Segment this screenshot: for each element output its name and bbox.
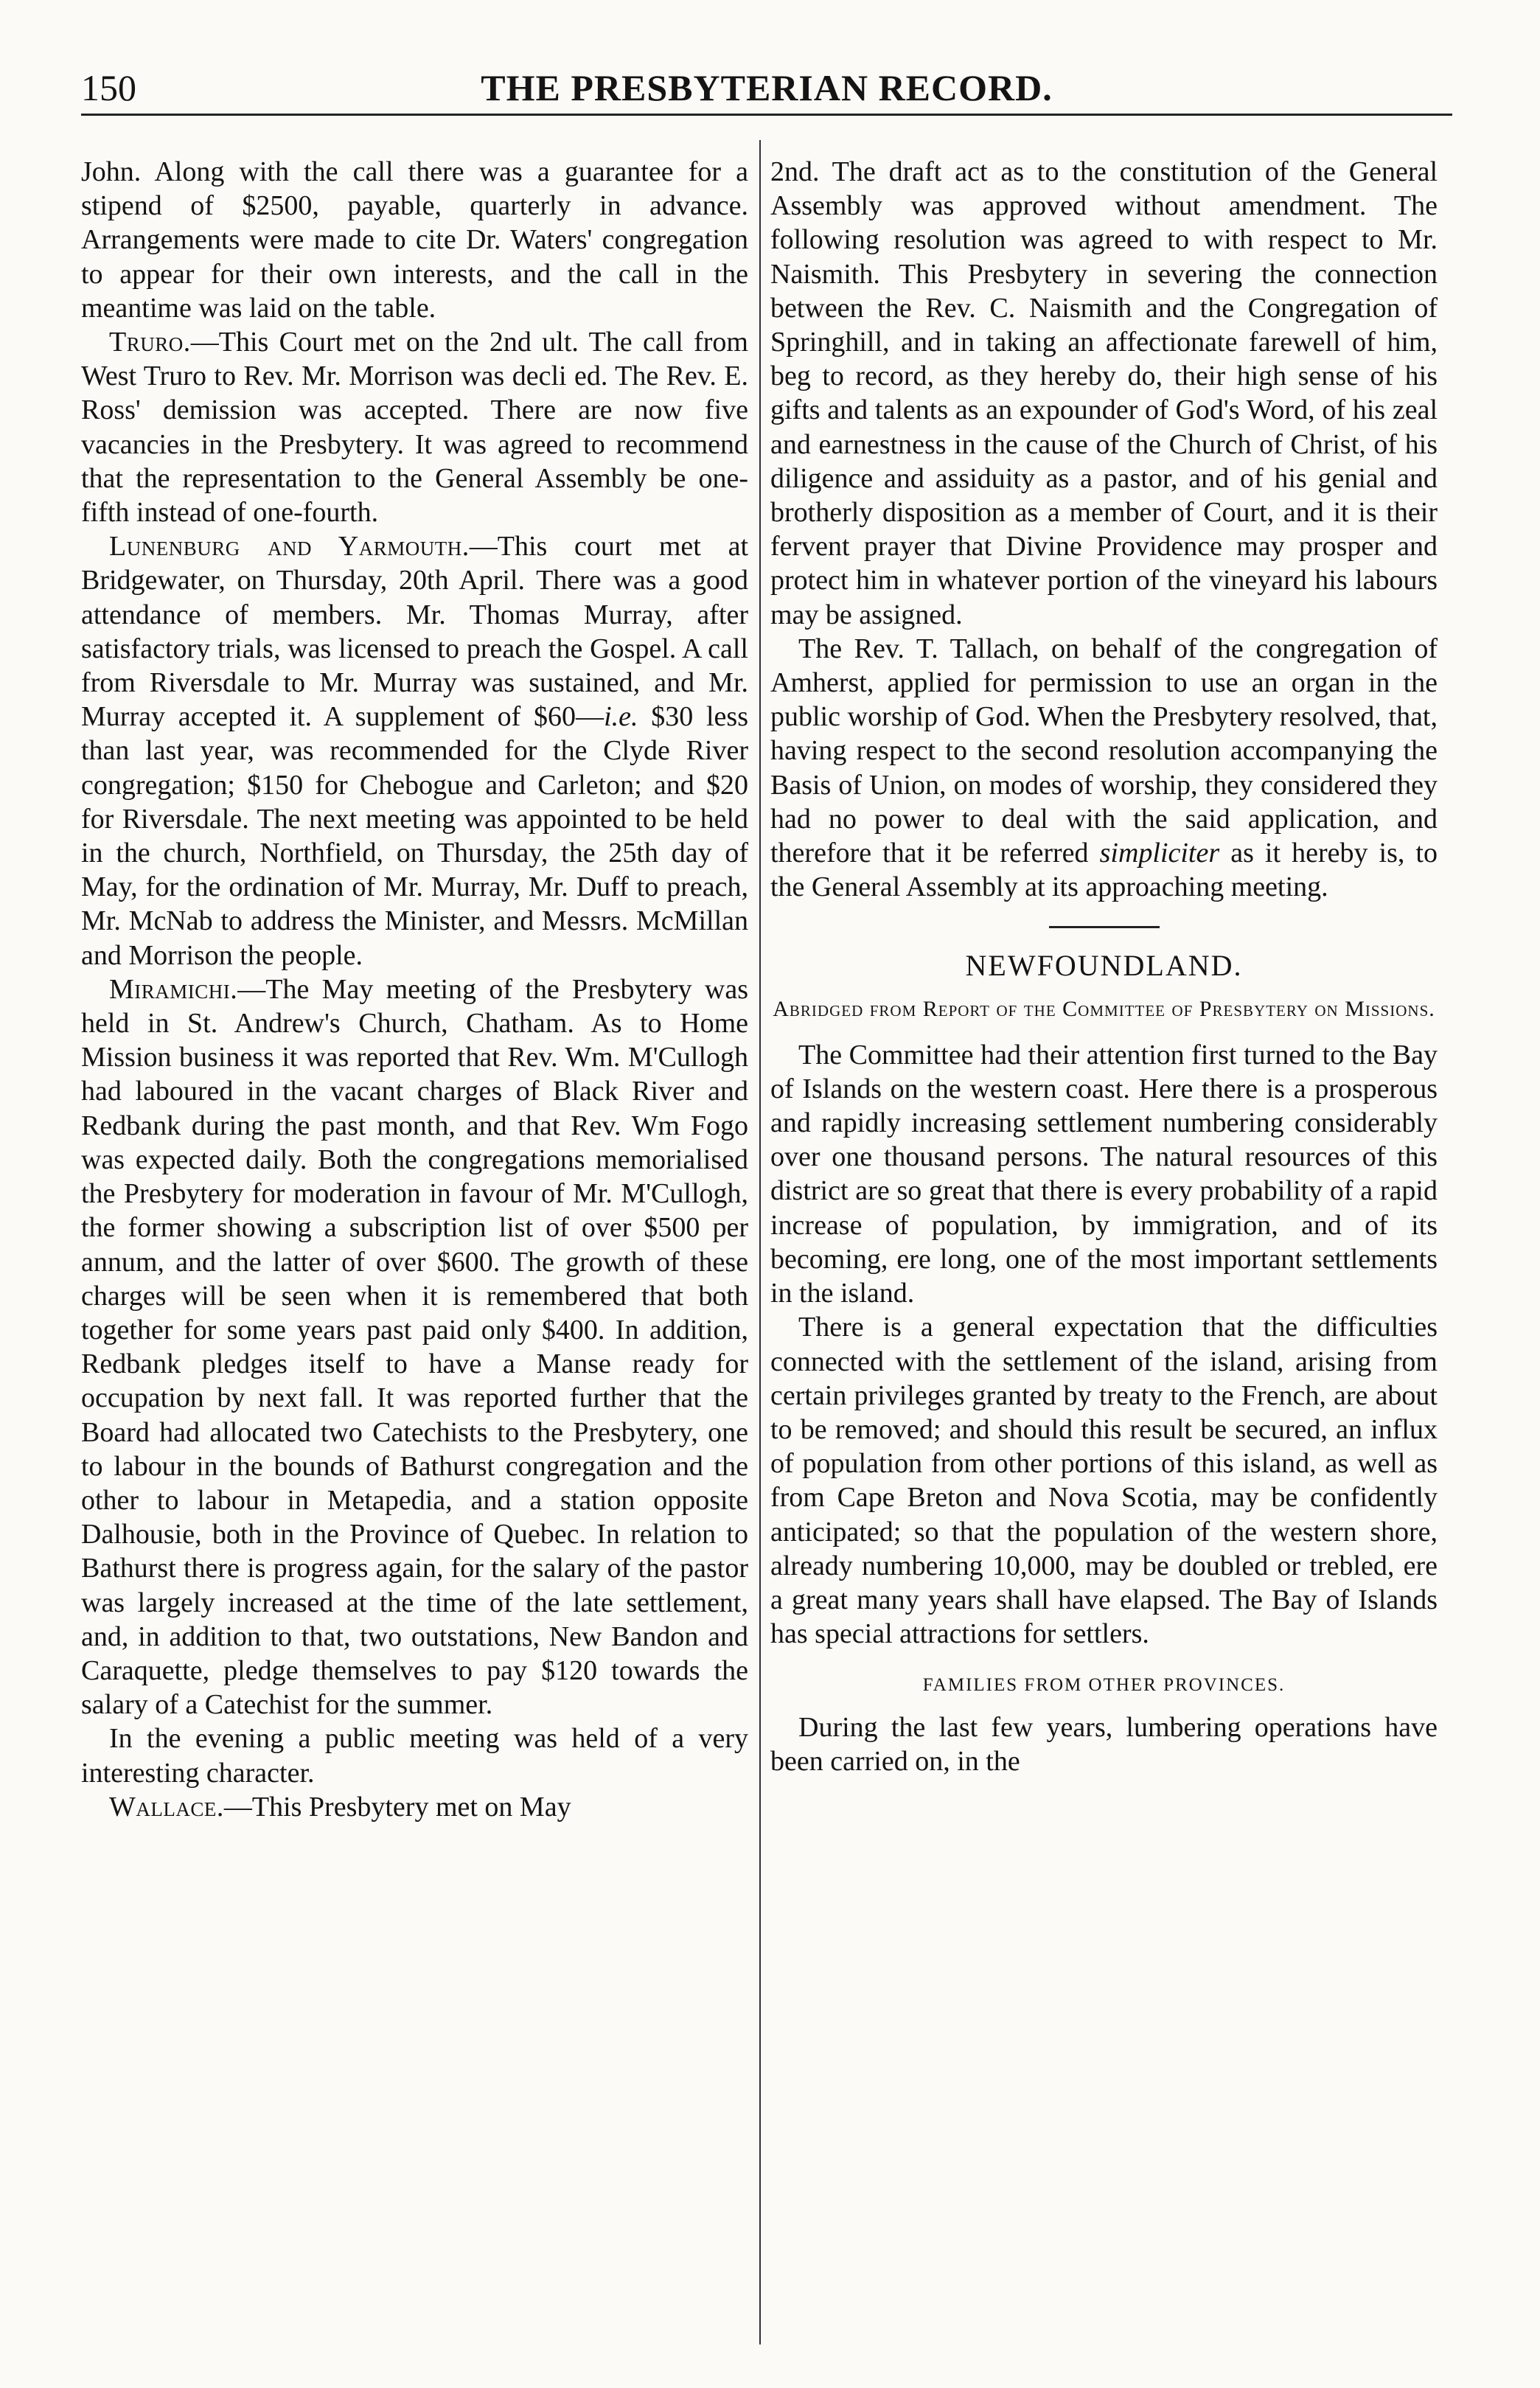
paragraph-miramichi — [81, 972, 748, 1722]
paragraph-lunenburg — [81, 529, 748, 972]
left-column — [81, 155, 748, 1824]
paragraph-committee: The Committee had their attention first turned to the Bay of Islands on the western coast. Here there is a prosperous and rapidly increasing settlement numbering considerably over one thousand persons. The natural resources of this district are so great that there is every probability of a rapid increase of population, by immigration, and of its becoming, ere long, one of the most important settlements in the island. — [770, 1039, 1438, 1309]
section-subtitle: Abridged from Report of the Committee of Presbytery on Missions. — [773, 996, 1435, 1021]
paragraph-wallace — [81, 1790, 748, 1824]
paragraph-truro — [81, 325, 748, 529]
right-column — [770, 155, 1438, 1778]
subheading-families: FAMILIES FROM OTHER PROVINCES. — [922, 1675, 1286, 1696]
section-rule — [1049, 926, 1160, 928]
text-truro: —This Court met on the 2nd ult. The call from West Truro to Rev. Mr. Morrison was decli ed. The Rev. E. Ross' demission was accepted. There are now five vacancies in the Presbytery. It was agreed to recommend that the representation to the General Assembly be one-fifth instead of one-fourth. — [81, 327, 748, 529]
page-number: 150 — [81, 67, 136, 108]
paragraph-call-guarantee: John. Along with the call there was a guarantee for a stipend of $2500, payable, quarterly in advance. Arrangements were made to cite Dr. Waters' congregation to appear for their own interests, and the call in the meantime was laid on the table. — [81, 156, 748, 324]
text-lunenburg-2: $30 less than last year, was recommended for the Clyde River congregation; $150 for Chebogue and Carleton; and $20 for Riversdale. The next meeting was appointed to be held in the church, Northfield, on Thursday, the 25th day of May, for the ordination of Mr. Murray, Mr. Duff to preach, Mr. McNab to address the Minister, and Messrs. McMillan and Morrison the people. — [81, 701, 748, 971]
text-wallace: —This Presbytery met on May — [223, 1791, 571, 1823]
paragraph-expectation: There is a general expectation that the difficulties connected with the settlement of the island, arising from certain privileges granted by treaty to the French, are about to be removed; and should this result be secured, an influx of population from other portions of this island, as well as from Cape Breton and Nova Scotia, may be confidently anticipated; so that the population of the western shore, already numbering 10,000, may be doubled or trebled, ere a great many years shall have elapsed. The Bay of Islands has special attractions for settlers. — [770, 1312, 1438, 1650]
heading-miramichi: Miramichi. — [109, 973, 238, 1005]
paragraph-families: During the last few years, lumbering operations have been carried on, in the — [770, 1711, 1438, 1777]
heading-truro: Truro. — [109, 327, 191, 358]
section-title-newfoundland: NEWFOUNDLAND. — [965, 949, 1243, 983]
heading-wallace: Wallace. — [109, 1791, 224, 1823]
text-ie: i.e. — [604, 701, 638, 733]
paragraph-tallach — [770, 632, 1438, 905]
paragraph-wallace-cont: 2nd. The draft act as to the constitution of the General Assembly was approved without amendment. The following resolution was agreed to with respect to Mr. Naismith. This Presbytery in severing the connection between the Rev. C. Naismith and the Congregation of Springhill, and in taking an affectionate farewell of him, beg to record, as they hereby do, their high sense of his gifts and talents as an expounder of God's Word, of his zeal and earnestness in the cause of the Church of Christ, of his diligence and assiduity as a pastor, and of his genial and brotherly disposition as a member of Court, and it is their fervent prayer that Divine Providence may prosper and protect him in whatever portion of the vineyard his labours may be assigned. — [770, 156, 1438, 630]
column-divider — [759, 140, 761, 2345]
paragraph-evening: In the evening a public meeting was held of a very interesting character. — [81, 1723, 748, 1789]
text-tallach: The Rev. T. Tallach, on behalf of the congregation of Amherst, applied for permission to use an organ in the public worship of God. When the Presbytery resolved, that, having respect to the second resolution accompanying the Basis of Union, on modes of worship, they considered they had no power to deal with the said application, and therefore that it be referred — [770, 633, 1438, 869]
text-lunenburg: —This court met at Bridgewater, on Thursday, 20th April. There was a good attendance of members. Mr. Thomas Murray, after satisfactory trials, was licensed to preach the Gospel. A call from Riversdale to Mr. Murray was sustained, and Mr. Murray accepted it. A supplement of $60— — [81, 531, 748, 733]
running-title: THE PRESBYTERIAN RECORD. — [481, 67, 1053, 108]
text-simpliciter: simpliciter — [1099, 838, 1220, 869]
page-header — [81, 62, 1452, 116]
text-miramichi: —The May meeting of the Presbytery was held in St. Andrew's Church, Chatham. As to Home Mission business it was reported that Rev. Wm. M'Cullogh had laboured in the vacant charges of Black River and Redbank during the past month, and that Rev. Wm Fogo was expected daily. Both the congregations memorialised the Presbytery for moderation in favour of Mr. M'Cullogh, the former showing a subscription list of over $500 per annum, and the latter of over $600. The growth of these charges will be seen when it is remembered that both together for some years past paid only $400. In addition, Redbank pledges itself to have a Manse ready for occupation by next fall. It was reported further that the Board had allocated two Catechists to the Presbytery, one to labour in the bounds of Bathurst congregation and the other to labour in Metapedia, and a station opposite Dalhousie, both in the Province of Quebec. In relation to Bathurst there is progress again, for the salary of the pastor was largely increased at the time of the late settlement, and, in addition to that, two outstations, New Bandon and Caraquette, pledge themselves to pay $120 towards the salary of a Catechist for the summer. — [81, 973, 748, 1721]
text-tallach-2: as it hereby is, to the General Assembly at its approaching meeting. — [770, 838, 1438, 903]
heading-lunenburg: Lunenburg and Yarmouth. — [109, 531, 470, 563]
